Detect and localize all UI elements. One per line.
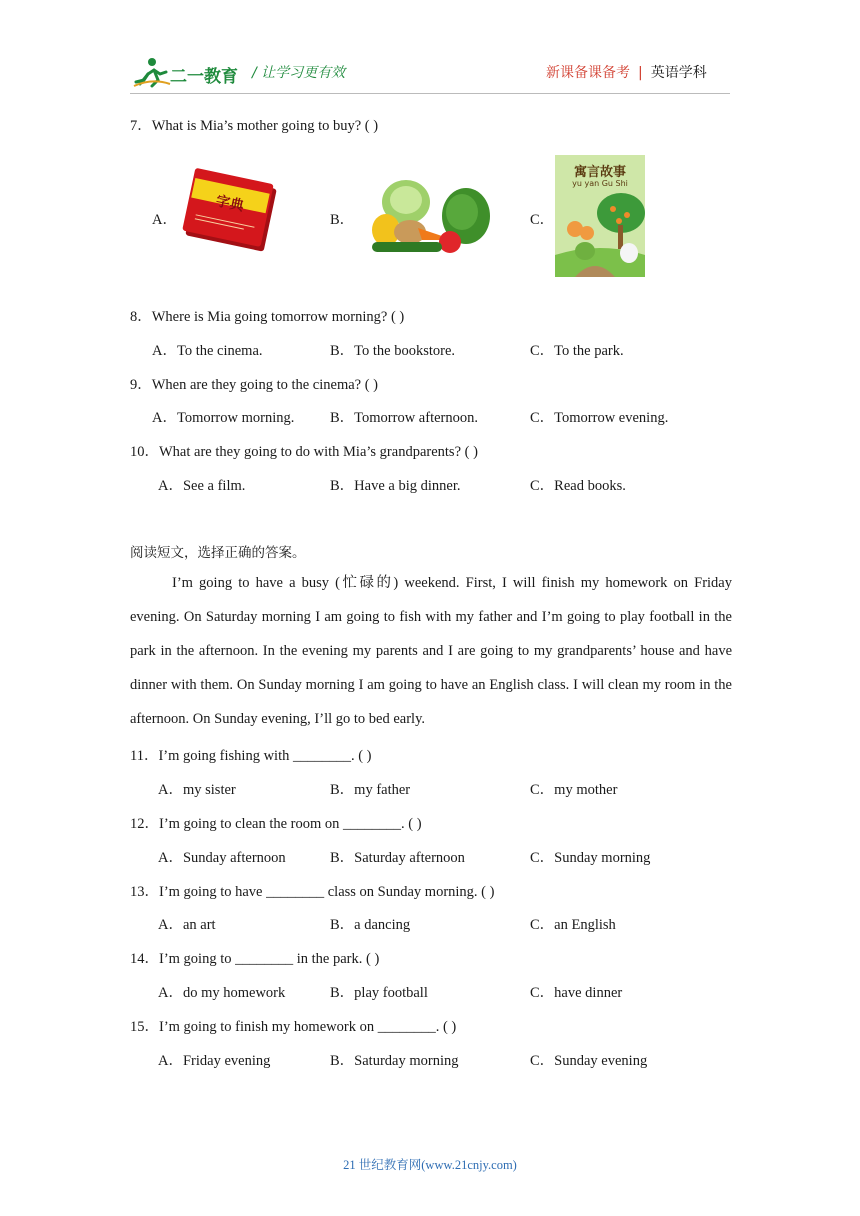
q9-option-b: B．Tomorrow afternoon.	[330, 410, 478, 426]
fable-title: 寓言故事	[573, 165, 626, 180]
q12-option-c: C．Sunday morning	[530, 850, 651, 866]
q9-option-c: C．Tomorrow evening.	[530, 410, 669, 426]
q15-option-a: A．Friday evening	[158, 1053, 271, 1069]
header-divider	[130, 93, 730, 94]
q8-option-b: B．To the bookstore.	[330, 343, 456, 359]
q7-option-a: A．	[152, 212, 177, 228]
q15-question: 15．I’m going to finish my homework on ________. ( )	[130, 1019, 457, 1035]
logo-text: 二一教育	[170, 67, 238, 87]
q14-option-b: B．play football	[330, 985, 428, 1001]
header-subject: 英语学科	[650, 65, 707, 81]
q10-option-c: C．Read books.	[530, 478, 626, 494]
header-right	[546, 62, 707, 82]
q12-question: 12．I’m going to clean the room on ________. ( )	[130, 816, 422, 832]
header-separator: |	[638, 65, 643, 81]
q10-option-a: A．See a film.	[158, 478, 246, 494]
q10-question: 10．What are they going to do with Mia’s grandparents? ( )	[130, 444, 478, 460]
q7-option-c: C．	[530, 212, 555, 228]
q8-option-a: A．To the cinema.	[152, 343, 263, 359]
q11-option-c: C．my mother	[530, 782, 618, 798]
q15-option-c: C．Sunday evening	[530, 1053, 648, 1069]
q14-option-c: C．have dinner	[530, 985, 623, 1001]
reading-passage: I’m going to have a busy (忙碌的) weekend. First, I will finish my homework on Friday evening. On Saturday morning I am going to fish with my father and I’m going to play football in the park in the afternoon. In the evening my parents and I are going to my grandparents’ house and have dinner with them. On Sunday morning I am going to have an English class. I will clean my room in the afternoon. On Sunday evening, I’ll go to bed early.	[130, 575, 732, 727]
fable-pinyin: yu yan Gu Shi	[572, 179, 628, 188]
slogan: / 让学习更有效	[252, 65, 346, 81]
q15-option-b: B．Saturday morning	[330, 1053, 459, 1069]
q8-question: 8．Where is Mia going tomorrow morning? ( )	[130, 309, 405, 325]
q13-option-a: A．an art	[158, 917, 216, 933]
q7-option-b: B．	[330, 212, 355, 228]
fable-book-image	[555, 155, 645, 277]
vegetables-image	[366, 176, 496, 263]
q9-question: 9．When are they going to the cinema? ( )	[130, 377, 379, 393]
q13-question: 13．I’m going to have ________ class on Sunday morning. ( )	[130, 884, 495, 900]
dictionary-title: 字典	[214, 193, 246, 215]
q7-question: 7．What is Mia’s mother going to buy? ( )	[130, 118, 379, 134]
q12-option-b: B．Saturday afternoon	[330, 850, 465, 866]
q10-option-b: B．Have a big dinner.	[330, 478, 461, 494]
section-instruction: 阅读短文，选择正确的答案。	[130, 545, 306, 561]
q8-option-c: C．To the park.	[530, 343, 624, 359]
q12-option-a: A．Sunday afternoon	[158, 850, 286, 866]
logo	[132, 56, 242, 90]
q11-question: 11．I’m going fishing with ________. ( )	[130, 748, 372, 764]
q11-option-b: B．my father	[330, 782, 411, 798]
header-course-label: 新课备课备考	[546, 65, 630, 81]
q11-option-a: A．my sister	[158, 782, 236, 798]
q14-option-a: A．do my homework	[158, 985, 286, 1001]
q14-question: 14．I’m going to ________ in the park. ( )	[130, 951, 380, 967]
q9-option-a: A．Tomorrow morning.	[152, 410, 295, 426]
dictionary-book-image	[176, 166, 284, 273]
footer-link[interactable]: 21 世纪教育网(www.21cnjy.com)	[343, 1158, 517, 1172]
q13-option-b: B．a dancing	[330, 917, 411, 933]
q13-option-c: C．an English	[530, 917, 616, 933]
